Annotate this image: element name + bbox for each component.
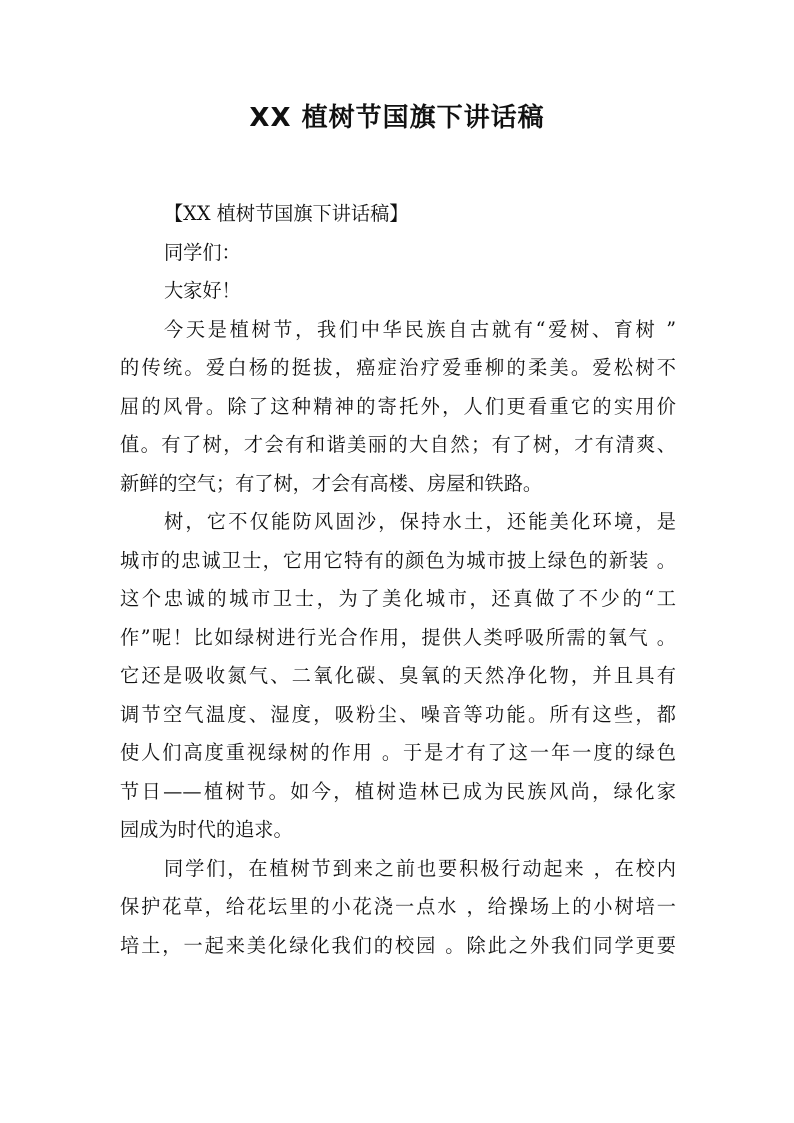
paragraph-line: 树，它不仅能防风固沙，保持水土，还能美化环境，是 [164,510,676,533]
paragraph-line: 园成为时代的追求。 [120,818,293,841]
paragraph-line: 节日——植树节。如今，植树造林已成为民族风尚，绿化家 [120,779,676,803]
paragraph-line: 调节空气温度、湿度，吸粉尘、噪音等功能。所有这些，都 [120,702,676,726]
paragraph-line: 城市的忠诚卫士，它用它特有的颜色为城市披上绿色的新装 。 [120,548,676,572]
document-body [120,195,676,965]
paragraph-tree-day [120,311,676,504]
paragraph-line: 同学们，在植树节到来之前也要积极行动起来 ，在校内 [164,856,676,880]
paragraph-call-to-action [120,850,676,966]
document-title: XX 植树节国旗下讲话稿 [249,103,545,133]
paragraph-line: 这个忠诚的城市卫士，为了美化城市，还真做了不少的“工 [120,587,676,610]
paragraph-line: 保护花草，给花坛里的小花浇一点水 ，给操场上的小树培一 [120,895,676,918]
paragraph-line: 今天是植树节，我们中华民族自古就有“爱树、育树 ” [164,317,676,341]
paragraph-line: 屈的风骨。除了这种精神的寄托外，人们更看重它的实用价 [120,394,676,418]
paragraph-line: 的传统。爱白杨的挺拔，癌症治疗爱垂柳的柔美。爱松树不 [120,356,676,379]
paragraph-heading-quote [120,195,676,234]
paragraph-line: 新鲜的空气；有了树，才会有高楼、房屋和铁路。 [120,471,543,495]
paragraph-line: 同学们： [164,240,241,264]
paragraph-line: 值。有了树，才会有和谐美丽的大自然；有了树，才有清爽、 [120,433,676,456]
paragraph-line: 作”呢！比如绿树进行光合作用，提供人类呼吸所需的氧气 。 [120,625,676,649]
paragraph-line: 使人们高度重视绿树的作用 。于是才有了这一年一度的绿色 [120,741,676,764]
paragraph-salutation [120,234,676,273]
paragraph-line: 它还是吸收氮气、二氧化碳、臭氧的天然净化物，并且具有 [120,664,676,687]
paragraph-line: 【XX 植树节国旗下讲话稿】 [164,202,409,225]
paragraph-tree-benefits [120,503,676,850]
paragraph-greeting [120,272,676,311]
paragraph-line: 大家好！ [164,279,241,302]
paragraph-line: 培土，一起来美化绿化我们的校园 。除此之外我们同学更要 [120,933,676,957]
